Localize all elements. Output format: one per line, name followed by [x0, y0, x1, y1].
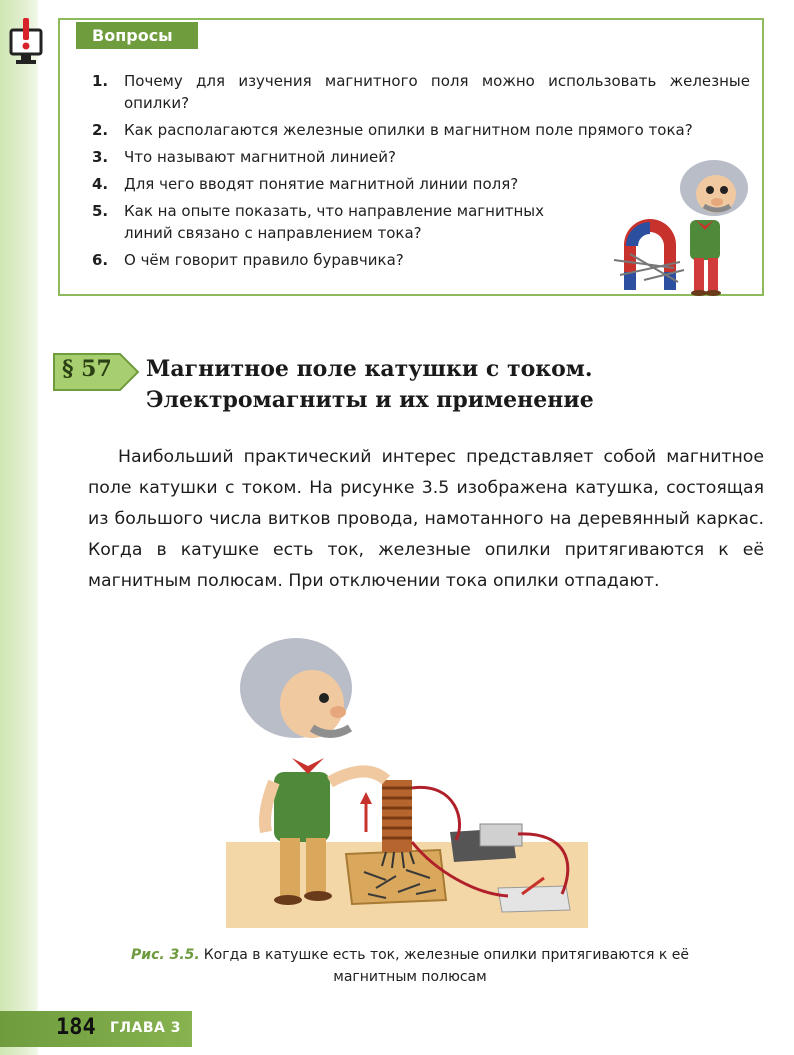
question-text: Как располагаются железные опилки в магнитном поле прямого тока? [124, 121, 693, 139]
body-paragraph: Наибольший практический интерес представляет собой магнитное поле катушки с током. На рисунке 3.5 изображена катушка, состоящая из большого числа витков провода, намотанного на деревянный каркас. Когда в катушке есть ток, железные опилки притягиваются к её магнитным полюсам. При отключении тока опилки отпадают. [88, 447, 764, 591]
question-text: Почему для изучения магнитного поля можно использовать железные опилки? [124, 72, 750, 112]
page-number: 184 [56, 1015, 96, 1040]
question-item: 2. Как располагаются железные опилки в магнитном поле прямого тока? [92, 121, 693, 139]
question-item: 6. О чём говорит правило буравчика? [92, 251, 404, 269]
coil-experiment-illustration [226, 632, 588, 928]
section-title-line2: Электромагниты и их применение [146, 387, 594, 413]
monitor-exclamation-icon [8, 16, 44, 68]
section-title-line1: Магнитное поле катушки с током. [146, 356, 593, 382]
question-item: 3. Что называют магнитной линией? [92, 148, 396, 166]
chapter-label: ГЛАВА 3 [110, 1020, 182, 1036]
questions-header: Вопросы [76, 22, 198, 49]
figure-caption [100, 944, 720, 988]
professor-magnet-illustration [604, 150, 754, 296]
question-text: Что называют магнитной линией? [124, 148, 396, 166]
question-item: 5. Как на опыте показать, что направление магнитных линий связано с направлением тока? [92, 202, 544, 242]
question-text: О чём говорит правило буравчика? [124, 251, 404, 269]
section-number: § 57 [62, 356, 112, 382]
question-text: Для чего вводят понятие магнитной линии поля? [124, 175, 519, 193]
question-item: 4. Для чего вводят понятие магнитной линии поля? [92, 175, 519, 193]
side-color-strip [0, 0, 38, 1055]
question-text: Как на опыте показать, что направление магнитных линий связано с направлением тока? [124, 202, 544, 242]
figure-caption-text: Когда в катушке есть ток, железные опилки притягиваются к её магнитным полюсам [203, 947, 689, 985]
question-item: 1. Почему для изучения магнитного поля можно использовать железные опилки? [92, 72, 750, 112]
section-title [146, 354, 746, 416]
figure-label: Рис. 3.5. [131, 947, 200, 963]
